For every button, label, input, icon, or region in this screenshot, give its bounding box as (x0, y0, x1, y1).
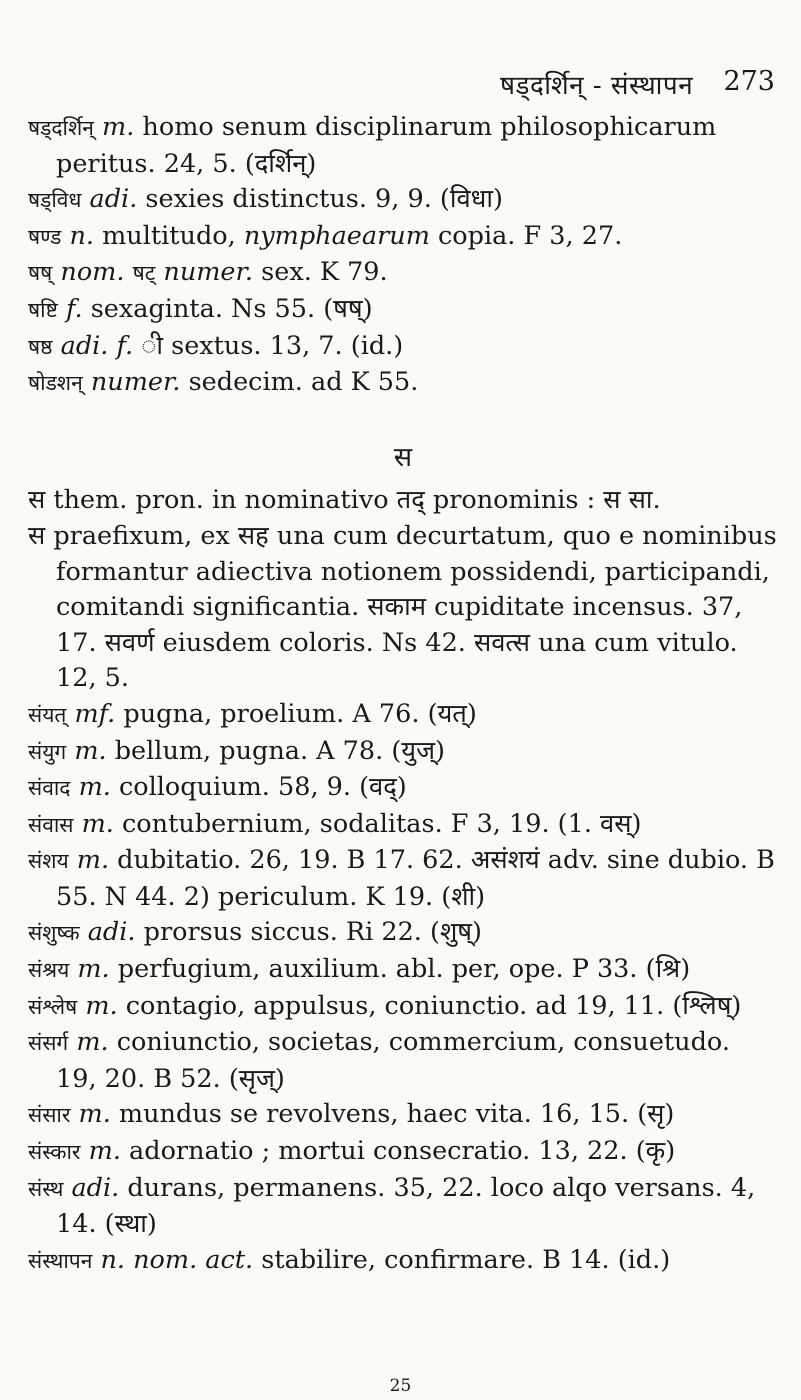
grammar-label: numer. (163, 257, 254, 288)
headword: संसार (28, 1103, 71, 1128)
dictionary-entry (28, 770, 778, 807)
definition: adornatio ; mortui consecratio. 13, 22. (कृ) (120, 1136, 676, 1167)
definition (124, 257, 132, 287)
headword: षष्टि (28, 297, 58, 322)
definition: homo senum disciplinarum philosophicarum peritus. 24, 5. (दर्शिन्) (56, 112, 717, 179)
section-intro (28, 483, 778, 697)
definition: sedecim. ad K 55. (180, 367, 419, 398)
headword: संयत् (28, 702, 67, 727)
definition: multitudo, (94, 220, 244, 251)
dictionary-entry (28, 1243, 778, 1280)
headword-variant: षट् (132, 261, 156, 286)
definition: sex. K 79. (253, 257, 388, 288)
headword: षड्दर्शिन् (28, 116, 94, 140)
dictionary-entry (28, 365, 778, 402)
headword: संश्लेष (28, 994, 78, 1019)
intro-entry: स praefixum, ex सह una cum decurtatum, quo e nominibus formantur adiectiva notionem possidendi, participandi, comitandi significantia. सकाम cupiditate incensus. 37, 17. सवर्ण eiusdem coloris. Ns 42. सवत्स una cum vitulo. 12, 5. (28, 520, 777, 694)
grammar-label: m. (74, 735, 107, 766)
dictionary-entry (28, 843, 778, 915)
grammar-label: m. (78, 772, 111, 803)
grammar-label: nymphaearum (243, 220, 430, 251)
grammar-label: m. (88, 1136, 121, 1167)
grammar-label: m. (102, 112, 135, 142)
headword: षोडशन् (28, 371, 83, 396)
dictionary-entry (28, 952, 778, 989)
definition: copia. F 3, 27. (429, 220, 623, 251)
definition: mundus se revolvens, haec vita. 16, 15. (सृ) (110, 1099, 675, 1130)
headword: संवाद (28, 776, 71, 801)
headword: संशुष्क (28, 921, 80, 946)
running-title: षड्दर्शिन् - संस्थापन (500, 71, 694, 101)
grammar-label: adi. f. (60, 330, 134, 361)
page-number: 273 (723, 66, 775, 97)
definition: durans, permanens. 35, 22. loco alqo versans. 4, 14. (स्था) (56, 1172, 756, 1240)
definition: sexies distinctus. 9, 9. (विधा) (137, 184, 503, 215)
grammar-label: n. (69, 220, 94, 251)
dictionary-entry (28, 697, 778, 734)
headword: संस्थापन (28, 1248, 93, 1273)
grammar-label: n. nom. act. (100, 1244, 254, 1275)
dictionary-entry (28, 329, 778, 366)
dictionary-entry (28, 110, 778, 182)
definition: colloquium. 58, 9. (वद्) (110, 772, 407, 803)
definition: coniunctio, societas, commercium, consuetudo. 19, 20. B 52. (सृज्) (56, 1027, 730, 1094)
headword: षड्विध (28, 188, 82, 213)
dictionary-entry (28, 219, 778, 256)
definition: bellum, pugna. A 78. (युज्) (106, 735, 445, 766)
dictionary-entry (28, 734, 778, 771)
headword: संश्रय (28, 958, 70, 983)
grammar-label: adi. (89, 184, 138, 215)
definition: contubernium, sodalitas. F 3, 19. (1. वस्) (113, 808, 642, 839)
dictionary-entry (28, 915, 778, 952)
definition: dubitatio. 26, 19. B 17. 62. असंशयं adv. sine dubio. B 55. N 44. 2) periculum. K 19. (शी) (56, 845, 775, 912)
intro-entry: स them. pron. in nominativo तद् pronominis : स सा. (28, 485, 661, 516)
dictionary-entry (28, 1025, 778, 1097)
definition: stabilire, confirmare. B 14. (id.) (253, 1244, 671, 1275)
headword: संशय (28, 849, 69, 874)
dictionary-entry (28, 292, 778, 329)
grammar-label: nom. (60, 257, 125, 288)
headword: संसर्ग (28, 1031, 69, 1056)
dictionary-entry (28, 1097, 778, 1134)
headword: संयुग (28, 739, 67, 764)
grammar-label: m. (76, 845, 110, 876)
dictionary-entry (28, 255, 778, 292)
definition: pugna, proelium. A 76. (यत्) (115, 698, 477, 729)
headword: संस्कार (28, 1140, 81, 1165)
headword: षण्ड (28, 224, 62, 249)
grammar-label: mf. (74, 698, 116, 729)
definition: sexaginta. Ns 55. (षष्) (82, 293, 373, 324)
grammar-label: m. (78, 1099, 111, 1130)
dictionary-entry (28, 1134, 778, 1171)
running-head (0, 66, 801, 106)
grammar-label: f. (65, 293, 83, 324)
grammar-label: adi. (87, 917, 136, 948)
dictionary-body (28, 110, 778, 1279)
grammar-label: adi. (71, 1172, 120, 1203)
grammar-label: numer. (90, 367, 181, 398)
entries-bottom (28, 697, 778, 1280)
definition: prorsus siccus. Ri 22. (शुष्) (135, 917, 482, 948)
dictionary-entry (28, 989, 778, 1026)
headword: षष् (28, 261, 53, 286)
definition: contagio, appulsus, coniunctio. ad 19, 11. (श्लिष्) (117, 990, 742, 1021)
grammar-label: m. (76, 1027, 109, 1058)
dictionary-entry (28, 807, 778, 844)
section-heading: स (393, 441, 413, 473)
grammar-label: m. (81, 808, 114, 839)
grammar-label: m. (85, 990, 118, 1021)
entries-top (28, 110, 778, 402)
dictionary-entry (28, 1171, 778, 1243)
headword: षष्ठ (28, 334, 53, 359)
definition: ी sextus. 13, 7. (id.) (133, 330, 404, 361)
definition: perfugium, auxilium. abl. per, ope. P 33. (श्रि) (109, 954, 691, 985)
grammar-label: m. (77, 954, 110, 985)
headword: संवास (28, 812, 74, 837)
headword: संस्थ (28, 1176, 64, 1201)
dictionary-entry (28, 182, 778, 219)
signature-mark: 25 (389, 1376, 412, 1396)
